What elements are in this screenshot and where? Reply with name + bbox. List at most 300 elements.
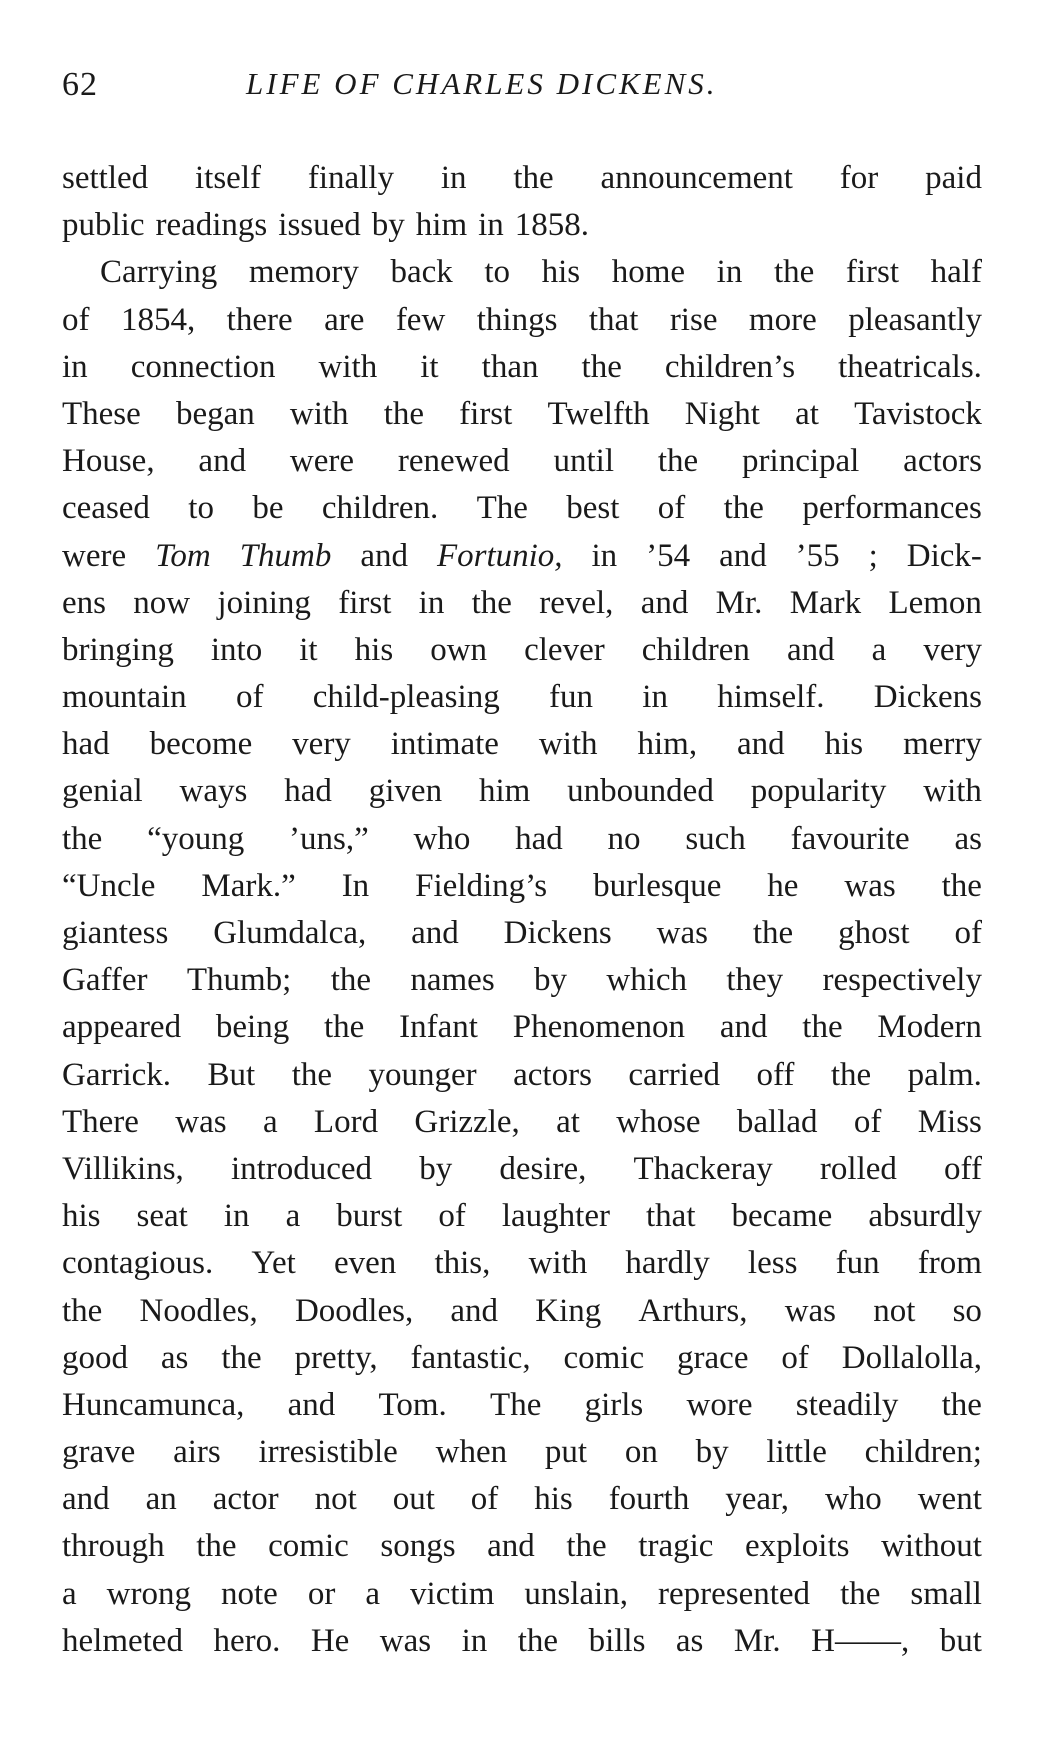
word: Twelfth [547, 395, 650, 432]
word: Huncamunca, [62, 1386, 245, 1423]
word: the [941, 867, 982, 904]
word: burlesque [593, 867, 722, 904]
word: that [588, 301, 639, 338]
word: of [235, 679, 264, 716]
word: Thackeray [633, 1150, 773, 1187]
word: Doodles, [294, 1292, 414, 1329]
word: giantess [62, 915, 169, 951]
word: a [62, 1575, 77, 1612]
word: who [413, 820, 471, 857]
word: bringing [62, 631, 174, 668]
word: revel, [539, 584, 614, 621]
word: no [607, 820, 641, 857]
word: hero. [213, 1622, 281, 1659]
word: actors [513, 1056, 592, 1093]
word: for [839, 160, 879, 196]
word: are [324, 301, 365, 338]
word: Grizzle, [414, 1103, 520, 1140]
word: renewed [397, 443, 510, 480]
word: “young [147, 820, 245, 857]
word: Fielding’s [415, 867, 548, 904]
word: Mr. [715, 584, 763, 621]
word: on [624, 1434, 658, 1471]
word: H——, [811, 1622, 910, 1659]
word: were [289, 443, 355, 480]
word: by [695, 1434, 729, 1471]
word: Thumb; [186, 962, 292, 999]
word: the [383, 395, 425, 432]
word: 1858. [514, 207, 590, 244]
word: Phenomenon [512, 1009, 686, 1046]
word: with [538, 726, 598, 763]
word: of [781, 1339, 809, 1376]
word: the [840, 1575, 881, 1612]
word: this, [434, 1245, 491, 1282]
word: actors [903, 443, 982, 480]
word: finally [307, 160, 394, 196]
text-line [62, 438, 982, 485]
word: as [675, 1622, 704, 1659]
text-line [62, 297, 982, 344]
text-line [62, 1429, 982, 1476]
word: ’55 [795, 537, 840, 574]
word: itself [195, 160, 261, 196]
word: the [752, 915, 794, 951]
word: little [766, 1434, 827, 1471]
word: were [62, 537, 127, 574]
word: pretty, [294, 1339, 378, 1376]
word: Mark.” [201, 867, 296, 904]
word: ’54 [646, 537, 691, 574]
word: comic [563, 1339, 645, 1376]
word: mountain [62, 679, 187, 716]
word: out [392, 1481, 435, 1518]
word: The [476, 490, 528, 527]
word: had [515, 820, 563, 857]
word: was [844, 867, 896, 904]
word: it [299, 631, 318, 668]
word: Glumdalca, [213, 915, 367, 951]
word: back [390, 254, 453, 291]
word: with [318, 348, 378, 385]
word: less [747, 1245, 798, 1282]
word: and [198, 443, 247, 480]
word: Gaffer [62, 962, 148, 999]
text-line [62, 721, 982, 768]
word: represented [657, 1575, 811, 1612]
word: merry [903, 726, 982, 763]
word: the [723, 490, 764, 527]
word: Tavistock [854, 395, 982, 432]
text-line [62, 580, 982, 627]
body-text [62, 155, 982, 1665]
word: paid [925, 160, 982, 196]
text-line [62, 627, 982, 674]
word: actor [212, 1481, 279, 1518]
word: first [338, 584, 392, 621]
word: Yet [251, 1245, 296, 1282]
word: burst [336, 1198, 403, 1235]
word: unbounded [567, 773, 714, 810]
word: clever [524, 631, 605, 668]
word: his [62, 1198, 101, 1235]
word: laughter [501, 1198, 610, 1235]
word: the [566, 1528, 607, 1565]
word: in [461, 1622, 488, 1659]
word: his [534, 1481, 573, 1518]
text-line [62, 1335, 982, 1382]
word: with [923, 773, 982, 810]
word: so [952, 1292, 982, 1329]
word: the [291, 1056, 333, 1093]
word: when [435, 1434, 508, 1471]
text-line [62, 768, 982, 815]
text-line [62, 1382, 982, 1429]
word: who [824, 1481, 882, 1518]
word: rolled [819, 1150, 897, 1187]
text-line [62, 1099, 982, 1146]
word: as [160, 1339, 189, 1376]
word: and [360, 537, 408, 574]
word: note [221, 1575, 278, 1612]
word: child-pleasing [312, 679, 500, 716]
word: Dollalolla, [841, 1339, 982, 1376]
word: but [939, 1622, 982, 1659]
word: children; [864, 1434, 982, 1471]
word: King [535, 1292, 602, 1329]
text-line [62, 1146, 982, 1193]
word: “Uncle [62, 867, 156, 904]
word: pleasantly [848, 301, 982, 338]
word: of [657, 490, 686, 527]
word: palm. [907, 1056, 982, 1093]
text-line [62, 863, 982, 910]
word: the [221, 1339, 262, 1376]
word: had [62, 726, 110, 763]
page-header [62, 66, 982, 116]
word: the [773, 254, 815, 291]
word: Arthurs, [638, 1292, 748, 1329]
running-title: LIFE OF CHARLES DICKENS. [246, 66, 718, 101]
word: the [62, 1292, 103, 1329]
word: with [289, 395, 349, 432]
word: to [484, 254, 511, 291]
word: issued [278, 207, 361, 244]
text-line [62, 1240, 982, 1287]
text-line [62, 957, 982, 1004]
word: and [450, 1292, 499, 1329]
word: year, [725, 1481, 789, 1518]
word: ballad [736, 1103, 818, 1140]
word: wore [686, 1386, 753, 1423]
word: even [333, 1245, 397, 1282]
word: Fortunio, [436, 537, 563, 574]
word: theatricals. [838, 348, 982, 385]
word: He [310, 1622, 350, 1659]
word: a [262, 1103, 278, 1140]
word: Thumb [239, 537, 332, 574]
word: his [824, 726, 864, 763]
word: the [941, 1386, 982, 1423]
text-line [62, 1288, 982, 1335]
word: and [719, 1009, 768, 1046]
word: by [534, 962, 568, 999]
word: Infant [399, 1009, 478, 1046]
word: more [748, 301, 817, 338]
word: in [223, 1198, 250, 1235]
page-number: 62 [62, 66, 98, 103]
text-line [62, 485, 982, 532]
word: by [419, 1150, 453, 1187]
word: fantastic, [410, 1339, 531, 1376]
word: him, [637, 726, 698, 763]
word: Tom. [378, 1386, 447, 1423]
word: Mr. [733, 1622, 781, 1659]
word: become [149, 726, 253, 763]
word: Villikins, [62, 1150, 184, 1187]
text-line [62, 1618, 982, 1665]
word: the [513, 160, 554, 196]
word: which [606, 962, 688, 999]
word: from [917, 1245, 982, 1282]
word: at [556, 1103, 580, 1140]
word: they [726, 962, 784, 999]
word: names [410, 962, 495, 999]
word: fun [549, 679, 593, 716]
word: Dickens [503, 915, 612, 951]
word: children. [321, 490, 439, 527]
word: introduced [230, 1150, 373, 1187]
word: Garrick. [62, 1056, 172, 1093]
word: Dickens [873, 679, 982, 716]
word: rise [669, 301, 718, 338]
text-line [62, 910, 982, 957]
text-line [62, 533, 982, 580]
word: younger [368, 1056, 477, 1093]
word: than [481, 348, 539, 385]
word: the [324, 1009, 365, 1046]
word: of [470, 1481, 499, 1518]
word: Mark [789, 584, 862, 621]
word: Lord [313, 1103, 379, 1140]
word: and [62, 1481, 110, 1518]
text-line [62, 249, 982, 296]
text-line [62, 816, 982, 863]
word: began [175, 395, 255, 432]
word: the [657, 443, 699, 480]
word: in [716, 254, 743, 291]
word: the [581, 348, 622, 385]
word: by [371, 207, 405, 244]
word: These [62, 395, 141, 432]
word: Carrying [100, 254, 218, 291]
word: ’uns,” [289, 820, 369, 857]
word: of [438, 1198, 466, 1235]
word: fourth [608, 1481, 690, 1518]
word: absurdly [868, 1198, 982, 1235]
word: and [287, 1386, 336, 1423]
word: tragic [638, 1528, 714, 1565]
word: children’s [664, 348, 796, 385]
word: of [853, 1103, 882, 1140]
word: The [490, 1386, 542, 1423]
word: a [871, 631, 887, 668]
word: in [62, 348, 88, 385]
word: In [341, 867, 370, 904]
word: went [917, 1481, 982, 1518]
word: ways [179, 773, 248, 810]
word: good [62, 1339, 128, 1376]
word: without [881, 1528, 982, 1565]
word: fun [835, 1245, 880, 1282]
word: was [175, 1103, 227, 1140]
word: Dick- [906, 537, 982, 574]
word: airs [173, 1434, 221, 1471]
word: desire, [499, 1150, 587, 1187]
word: in [478, 207, 504, 244]
word: such [685, 820, 746, 857]
word: ceased [62, 490, 150, 527]
word: was [784, 1292, 837, 1329]
word: Night [684, 395, 760, 432]
word: and [487, 1528, 535, 1565]
word: him [478, 773, 531, 810]
text-line [62, 1476, 982, 1523]
word: appeared [62, 1009, 182, 1046]
word: victim [410, 1575, 495, 1612]
word: helmeted [62, 1622, 183, 1659]
word: unslain, [524, 1575, 628, 1612]
word: ; [868, 537, 878, 574]
word: had [284, 773, 332, 810]
word: until [553, 443, 615, 480]
word: very [923, 631, 982, 668]
word: settled [62, 160, 149, 196]
word: and [719, 537, 767, 574]
word: small [910, 1575, 982, 1612]
word: There [62, 1103, 139, 1140]
text-line [62, 1523, 982, 1570]
word: Miss [917, 1103, 982, 1140]
word: the [62, 820, 103, 857]
word: half [930, 254, 982, 291]
word: not [873, 1292, 916, 1329]
text-line [62, 674, 982, 721]
word: there [226, 301, 293, 338]
word: being [215, 1009, 290, 1046]
word: him [415, 207, 468, 244]
word: be [252, 490, 284, 527]
word: the [830, 1056, 872, 1093]
word: respectively [822, 962, 982, 999]
word: and [411, 915, 459, 951]
word: with [528, 1245, 588, 1282]
word: off [944, 1150, 982, 1187]
word: the [517, 1622, 559, 1659]
word: was [656, 915, 708, 951]
word: Lemon [888, 584, 982, 621]
word: best [566, 490, 620, 527]
word: a [285, 1198, 301, 1235]
word: grace [677, 1339, 749, 1376]
word: things [476, 301, 558, 338]
word: and [737, 726, 785, 763]
word: in [440, 160, 467, 196]
word: House, [62, 443, 155, 480]
word: the [330, 962, 372, 999]
word: joining [217, 584, 311, 621]
word: readings [155, 207, 268, 244]
text-line [62, 344, 982, 391]
word: public [62, 207, 145, 244]
word: in [642, 679, 668, 716]
word: performances [802, 490, 982, 527]
word: connection [130, 348, 276, 385]
word: of [954, 915, 982, 951]
word: his [541, 254, 581, 291]
word: a [365, 1575, 381, 1612]
word: But [207, 1056, 256, 1093]
text-line [62, 1052, 982, 1099]
word: seat [136, 1198, 188, 1235]
word: girls [584, 1386, 644, 1423]
word: himself. [717, 679, 825, 716]
word: irresistible [258, 1434, 398, 1471]
word: it [420, 348, 439, 385]
text-line [62, 1004, 982, 1051]
word: few [395, 301, 446, 338]
word: favourite [790, 820, 910, 857]
word: the [802, 1009, 843, 1046]
word: wrong [106, 1575, 191, 1612]
word: was [379, 1622, 432, 1659]
word: principal [742, 443, 860, 480]
word: announcement [600, 160, 793, 196]
word: carried [628, 1056, 720, 1093]
word: Tom [155, 537, 211, 574]
text-line [62, 1571, 982, 1618]
word: now [133, 584, 191, 621]
word: that [646, 1198, 696, 1235]
word: became [731, 1198, 833, 1235]
word: and [640, 584, 689, 621]
word: Noodles, [139, 1292, 258, 1329]
text-line [62, 202, 982, 249]
word: exploits [744, 1528, 850, 1565]
text-line [62, 391, 982, 438]
word: memory [248, 254, 359, 291]
word: bills [588, 1622, 646, 1659]
word: 1854, [120, 301, 196, 338]
word: not [314, 1481, 357, 1518]
word: songs [380, 1528, 456, 1565]
word: or [307, 1575, 336, 1612]
word: first [459, 395, 513, 432]
word: own [430, 631, 488, 668]
word: of [62, 301, 90, 338]
word: genial [62, 773, 143, 810]
word: into [210, 631, 263, 668]
word: ens [62, 584, 106, 621]
word: his [354, 631, 394, 668]
word: hardly [625, 1245, 710, 1282]
word: he [767, 867, 799, 904]
word: intimate [390, 726, 499, 763]
word: given [368, 773, 443, 810]
word: very [292, 726, 351, 763]
word: the [471, 584, 512, 621]
word: put [544, 1434, 588, 1471]
